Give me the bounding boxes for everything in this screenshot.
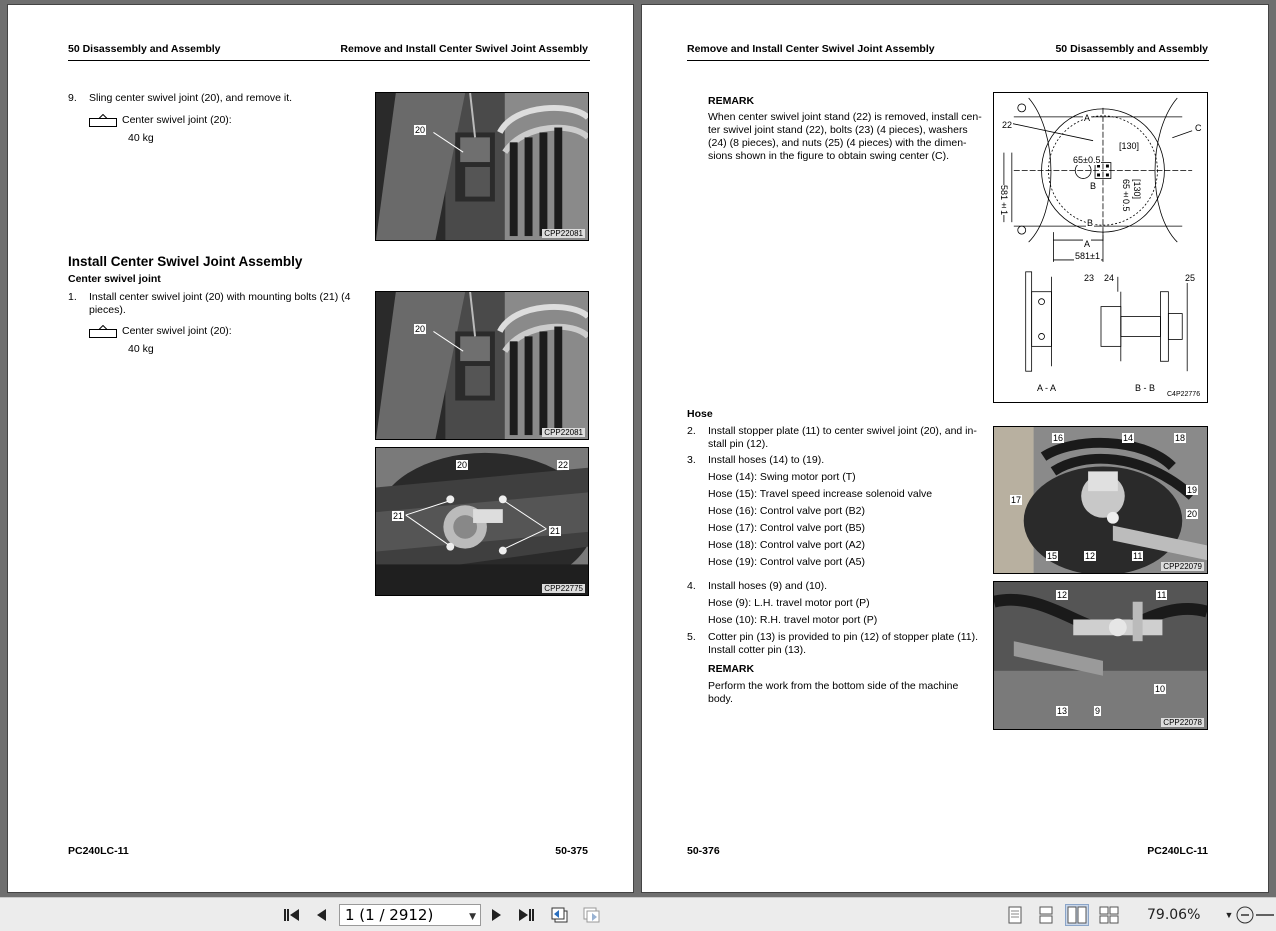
page-header-left: Remove and Install Center Swivel Joint Assembly: [687, 43, 935, 55]
page-50-376: [641, 4, 1269, 893]
callout-20: 20: [457, 460, 468, 470]
chevron-down-icon[interactable]: ▼: [469, 912, 476, 922]
hose-item: Hose (9): L.H. travel motor port (P): [708, 597, 870, 609]
continuous-facing-icon: [1099, 906, 1119, 924]
figure-code: C4P22776: [1167, 391, 1201, 398]
page-footer-model: PC240LC-11: [1147, 845, 1208, 857]
step-number: 1.: [68, 291, 77, 303]
photo-mounting-bolts: [375, 447, 589, 596]
header-rule: [68, 60, 590, 61]
callout-21-left: 21: [393, 511, 404, 521]
go-forward-view-button[interactable]: [581, 904, 603, 926]
step-text: Sling center swivel joint (20), and remove it.: [89, 92, 293, 104]
hose-item: Hose (16): Control valve port (B2): [708, 505, 865, 517]
step-text: Cotter pin (13) is provided to pin (12) of stopper plate (11).: [708, 631, 979, 643]
label-section-a-bottom: A: [1084, 239, 1091, 249]
zoom-level[interactable]: 79.06%: [1147, 907, 1201, 923]
page-header-right: Remove and Install Center Swivel Joint Assembly: [340, 43, 588, 55]
remark-line: (24) (8 pieces), and nuts (25) (4 pieces) with the dimen-: [708, 137, 967, 149]
hose-item: Hose (14): Swing motor port (T): [708, 471, 856, 483]
continuous-facing-view-button[interactable]: [1097, 904, 1121, 926]
slider-line-icon: [1256, 913, 1274, 917]
label-dim-65-side: 65±0.5: [1121, 179, 1131, 212]
forward-view-icon: [582, 906, 602, 924]
page-number-value: 1 (1 / 2912): [345, 906, 434, 924]
hose-item: Hose (19): Control valve port (A5): [708, 556, 865, 568]
first-page-button[interactable]: [280, 904, 302, 926]
step-number: 4.: [687, 580, 696, 592]
page-number-input[interactable]: [339, 904, 481, 926]
step-number: 9.: [68, 92, 77, 104]
callout-16: 16: [1053, 433, 1064, 443]
last-page-button[interactable]: [516, 904, 538, 926]
label-view-a-a: A - A: [1037, 383, 1057, 393]
zoom-out-icon: [1236, 906, 1254, 924]
callout-14: 14: [1123, 433, 1134, 443]
previous-page-icon: [314, 907, 328, 923]
header-rule: [687, 60, 1209, 61]
hose-item: Hose (15): Travel speed increase solenoid valve: [708, 488, 933, 500]
back-view-icon: [550, 906, 570, 924]
section-title: Install Center Swivel Joint Assembly: [68, 254, 303, 269]
go-back-view-button[interactable]: [549, 904, 571, 926]
previous-page-button[interactable]: [310, 904, 332, 926]
step-text-cont: Install cotter pin (13).: [708, 644, 807, 656]
step-text-cont: stall pin (12).: [708, 438, 769, 450]
label-section-b-bottom: B: [1087, 218, 1094, 228]
callout-11: 11: [1157, 590, 1167, 600]
callout-11: 11: [1133, 551, 1143, 561]
step-number: 2.: [687, 425, 696, 437]
remark-line: sions shown in the figure to obtain swing center (C).: [708, 150, 950, 162]
weight-value: 40 kg: [128, 343, 154, 355]
hose-item: Hose (17): Control valve port (B5): [708, 522, 865, 534]
callout-9: 9: [1095, 706, 1101, 716]
first-page-icon: [282, 907, 300, 923]
figure-code: CPP22078: [1163, 718, 1202, 727]
weight-icon: [89, 114, 117, 127]
zoom-out-button[interactable]: [1234, 904, 1256, 926]
facing-view-button[interactable]: [1065, 904, 1089, 926]
continuous-view-button[interactable]: [1034, 904, 1058, 926]
label-section-a-top: A: [1084, 113, 1091, 123]
step-text: Install hoses (9) and (10).: [708, 580, 828, 592]
photo-swivel-joint-install: [375, 291, 589, 440]
last-page-icon: [518, 907, 536, 923]
next-page-icon: [490, 907, 504, 923]
remark-title: REMARK: [708, 95, 755, 107]
page-footer-model: PC240LC-11: [68, 845, 129, 857]
label-23: 23: [1084, 273, 1095, 283]
zoom-dropdown-chevron-down-icon[interactable]: ▼: [1224, 910, 1234, 920]
label-dim-581-vertical: 581±1: [999, 185, 1009, 216]
figure-code: CPP22081: [544, 428, 583, 437]
dimension-diagram: [993, 92, 1208, 403]
callout-20: 20: [415, 125, 426, 135]
page-header-right: 50 Disassembly and Assembly: [1055, 43, 1208, 55]
subsection-title: Hose: [687, 408, 713, 420]
weight-label: Center swivel joint (20):: [122, 325, 232, 337]
remark-title: REMARK: [708, 663, 755, 675]
label-dim-130-top: [130]: [1119, 141, 1140, 151]
figure-code: CPP22079: [1163, 562, 1202, 571]
facing-pages-icon: [1067, 906, 1087, 924]
callout-10: 10: [1155, 684, 1166, 694]
page-50-375: [7, 4, 634, 893]
callout-20: 20: [415, 324, 426, 334]
label-24: 24: [1104, 273, 1115, 283]
callout-12: 12: [1085, 551, 1096, 561]
callout-13: 13: [1057, 706, 1068, 716]
step-number: 5.: [687, 631, 696, 643]
page-footer-number: 50-376: [687, 845, 720, 857]
page-footer-number: 50-375: [555, 845, 588, 857]
callout-19: 19: [1187, 485, 1198, 495]
photo-hoses-9-10: [993, 581, 1208, 730]
page-header-left: 50 Disassembly and Assembly: [68, 43, 221, 55]
label-25: 25: [1185, 273, 1196, 283]
callout-21-right: 21: [550, 526, 561, 536]
continuous-page-icon: [1039, 906, 1053, 924]
step-text-cont: pieces).: [89, 304, 126, 316]
callout-18: 18: [1175, 433, 1186, 443]
label-swing-center-c: C: [1195, 123, 1202, 133]
remark-line: body.: [708, 693, 733, 705]
step-number: 3.: [687, 454, 696, 466]
callout-20: 20: [1187, 509, 1198, 519]
step-text: Install hoses (14) to (19).: [708, 454, 825, 466]
callout-22: 22: [558, 460, 569, 470]
callout-12: 12: [1057, 590, 1068, 600]
callout-15: 15: [1047, 551, 1058, 561]
label-dim-65-top: 65±0.5: [1073, 155, 1101, 165]
figure-code: CPP22775: [544, 584, 583, 593]
weight-label: Center swivel joint (20):: [122, 114, 232, 126]
label-section-b-top: B: [1090, 181, 1097, 191]
single-page-view-button[interactable]: [1003, 904, 1027, 926]
zoom-slider-track[interactable]: [1256, 904, 1274, 926]
callout-17: 17: [1011, 495, 1022, 505]
label-view-b-b: B - B: [1135, 383, 1156, 393]
photo-hoses-14-19: [993, 426, 1208, 574]
step-text: Install stopper plate (11) to center swivel joint (20), and in-: [708, 425, 977, 437]
viewer-toolbar: [0, 897, 1276, 931]
label-dim-130-side: [130]: [1132, 179, 1142, 200]
remark-line: ter swivel joint stand (22), bolts (23) (4 pieces), washers: [708, 124, 968, 136]
next-page-button[interactable]: [486, 904, 508, 926]
figure-code: CPP22081: [544, 229, 583, 238]
remark-line: Perform the work from the bottom side of the machine: [708, 680, 959, 692]
subsection-title: Center swivel joint: [68, 273, 161, 285]
single-page-icon: [1008, 906, 1022, 924]
label-dim-581-horizontal: 581±1: [1075, 251, 1100, 261]
weight-value: 40 kg: [128, 132, 154, 144]
hose-item: Hose (18): Control valve port (A2): [708, 539, 865, 551]
step-text: Install center swivel joint (20) with mounting bolts (21) (4: [89, 291, 351, 303]
photo-swivel-joint-removal: [375, 92, 589, 241]
label-22: 22: [1002, 120, 1013, 130]
weight-icon: [89, 325, 117, 338]
hose-item: Hose (10): R.H. travel motor port (P): [708, 614, 878, 626]
remark-line: When center swivel joint stand (22) is removed, install cen-: [708, 111, 982, 123]
